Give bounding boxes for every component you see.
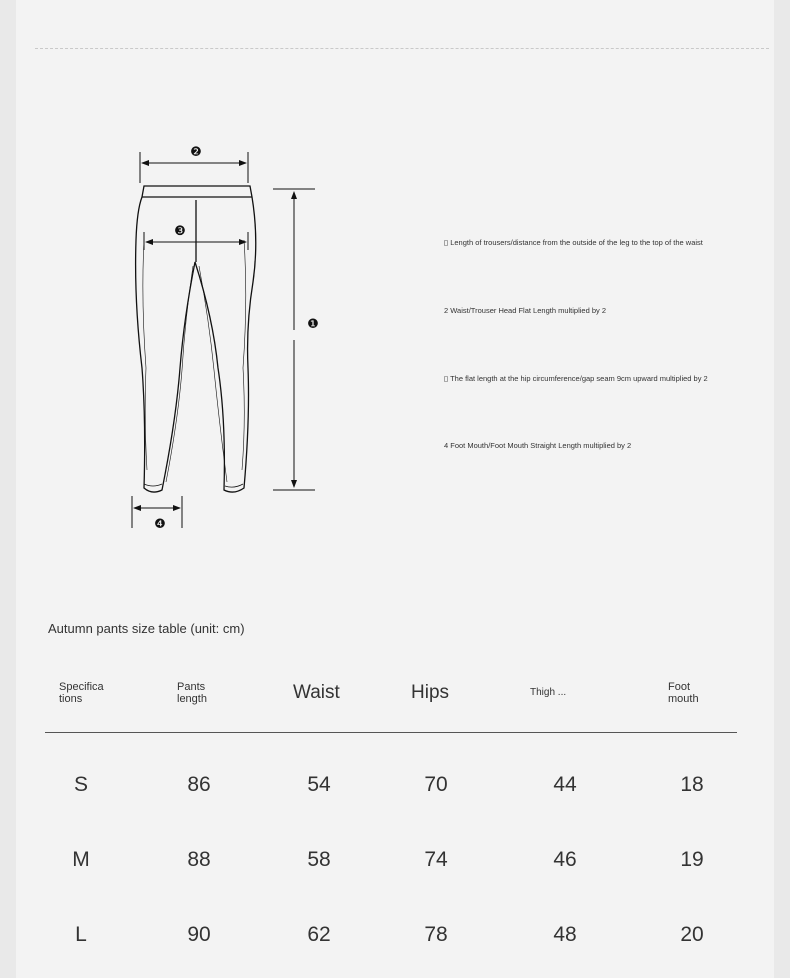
header-pants-length-label: Pants length (177, 681, 207, 705)
cell-waist: 62 (307, 923, 331, 946)
size-chart-page (16, 0, 774, 978)
cell-thigh: 48 (553, 923, 577, 946)
cell-foot-mouth: 19 (680, 848, 704, 871)
header-thigh: Thigh ... (530, 687, 567, 698)
cell-thigh: 44 (553, 773, 577, 796)
header-waist: Waist (293, 682, 340, 703)
cell-waist: 58 (307, 848, 331, 871)
table-header (16, 670, 774, 720)
header-pants-length (177, 681, 237, 705)
length-dimension (273, 189, 315, 490)
legend-item-foot-mouth: 4 Foot Mouth/Foot Mouth Straight Length multiplied by 2 (444, 441, 632, 450)
marker-2: ❷ (190, 145, 202, 160)
cell-size: M (72, 848, 90, 871)
header-specifications (59, 681, 119, 705)
table-row (16, 765, 774, 805)
header-foot-mouth-label: Foot mouth (668, 681, 699, 705)
marker-4: ❹ (154, 517, 166, 532)
cell-hips: 70 (424, 773, 448, 796)
table-row (16, 915, 774, 955)
legend-item-length: ▯ Length of trousers/distance from the outside of the leg to the top of the waist (444, 238, 703, 247)
marker-1: ❶ (307, 317, 319, 332)
legend-item-waist: 2 Waist/Trouser Head Flat Length multiplied by 2 (444, 306, 607, 315)
cell-pants-length: 90 (187, 923, 211, 946)
header-hips: Hips (411, 682, 450, 703)
marker-3: ❸ (174, 224, 186, 239)
pants-diagram (16, 0, 774, 560)
cell-pants-length: 88 (187, 848, 211, 871)
pants-outline (136, 186, 256, 492)
table-title: Autumn pants size table (unit: cm) (48, 621, 245, 636)
header-specifications-label: Specifica tions (59, 681, 104, 705)
cell-thigh: 46 (553, 848, 577, 871)
cell-foot-mouth: 20 (680, 923, 704, 946)
cell-hips: 74 (424, 848, 448, 871)
legend-item-hips: ▯ The flat length at the hip circumference/gap seam 9cm upward multiplied by 2 (444, 374, 708, 383)
cell-size: S (73, 773, 88, 796)
header-foot-mouth (668, 681, 728, 705)
cell-waist: 54 (307, 773, 331, 796)
table-row (16, 840, 774, 880)
cell-foot-mouth: 18 (680, 773, 704, 796)
cell-hips: 78 (424, 923, 448, 946)
header-divider (45, 732, 737, 733)
cell-size: L (75, 923, 87, 946)
cell-pants-length: 86 (187, 773, 211, 796)
